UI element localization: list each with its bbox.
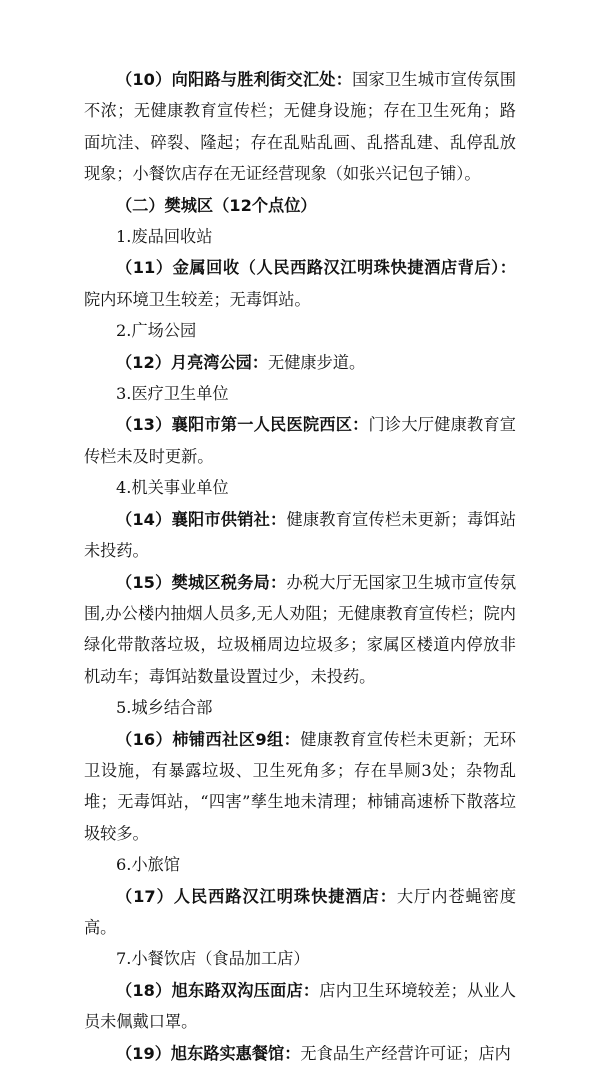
paragraph-item-13 <box>84 409 516 472</box>
item-heading: （13）襄阳市第一人民医院西区： <box>116 415 369 435</box>
subcategory-heading: 7.小餐饮店（食品加工店） <box>116 949 310 969</box>
item-heading: （11）金属回收（人民西路汉江明珠快捷酒店背后）： <box>116 258 516 278</box>
item-heading: （16）柿铺西社区9组： <box>116 729 301 749</box>
item-text: 店内卫生环境较差；从业人员未佩戴口罩。 <box>84 980 516 1032</box>
paragraph-item-15 <box>84 567 516 693</box>
item-text: 无食品生产经营许可证；店内 <box>300 1043 511 1063</box>
paragraph-item-14 <box>84 504 516 567</box>
item-text: 无健康步道。 <box>268 352 366 372</box>
subcategory-heading: 4.机关事业单位 <box>116 478 229 498</box>
subcategory-heading: 5.城乡结合部 <box>116 698 213 718</box>
paragraph-item-17 <box>84 881 516 944</box>
paragraph-item-10 <box>84 64 516 190</box>
item-text: 国家卫生城市宣传氛围不浓；无健康教育宣传栏；无健身设施；存在卫生死角；路面坑洼、碎裂、隆起；存在乱贴乱画、乱搭乱建、乱停乱放现象；小餐饮店存在无证经营现象（如张兴记包子铺）。 <box>84 70 517 184</box>
section-heading: （二）樊城区（12个点位） <box>116 195 317 215</box>
subcategory-heading: 2.广场公园 <box>116 321 197 341</box>
paragraph-item-12 <box>84 347 516 378</box>
item-heading: （18）旭东路双沟压面店： <box>116 980 320 1000</box>
item-heading: （17）人民西路汉江明珠快捷酒店： <box>116 886 397 906</box>
item-heading: （12）月亮湾公园： <box>116 352 269 372</box>
item-heading: （15）樊城区税务局： <box>116 572 287 592</box>
item-text: 健康教育宣传栏未更新；无环卫设施，有暴露垃圾、卫生死角多；存在旱厕3处；杂物乱堆；无毒饵站，“四害”孳生地未清理；柿铺高速桥下散落垃圾较多。 <box>84 729 516 843</box>
document-page <box>84 64 516 1069</box>
item-text: 院内环境卫生较差；无毒饵站。 <box>84 289 311 309</box>
subcategory-heading: 3.医疗卫生单位 <box>116 384 229 404</box>
item-heading: （19）旭东路实惠餐馆： <box>116 1043 301 1063</box>
subcategory-heading: 1.废品回收站 <box>116 227 213 247</box>
paragraph-item-16 <box>84 724 516 850</box>
item-text: 办税大厅无国家卫生城市宣传氛围,办公楼内抽烟人员多,无人劝阻；无健康教育宣传栏；院内绿化带散落垃圾，垃圾桶周边垃圾多；家属区楼道内停放非机动车；毒饵站数量设置过少，未投药。 <box>84 572 517 686</box>
paragraph-item-11 <box>84 252 516 315</box>
item-text: 大厅内苍蝇密度高。 <box>84 886 517 937</box>
paragraph-item-19 <box>84 1038 516 1069</box>
subcategory-heading: 6.小旅馆 <box>116 855 181 875</box>
item-heading: （10）向阳路与胜利街交汇处： <box>116 70 353 89</box>
item-text: 健康教育宣传栏未更新；毒饵站未投药。 <box>84 509 517 561</box>
paragraph-item-18 <box>84 975 516 1038</box>
item-text: 门诊大厅健康教育宣传栏未及时更新。 <box>84 415 516 466</box>
item-heading: （14）襄阳市供销社： <box>116 509 287 529</box>
